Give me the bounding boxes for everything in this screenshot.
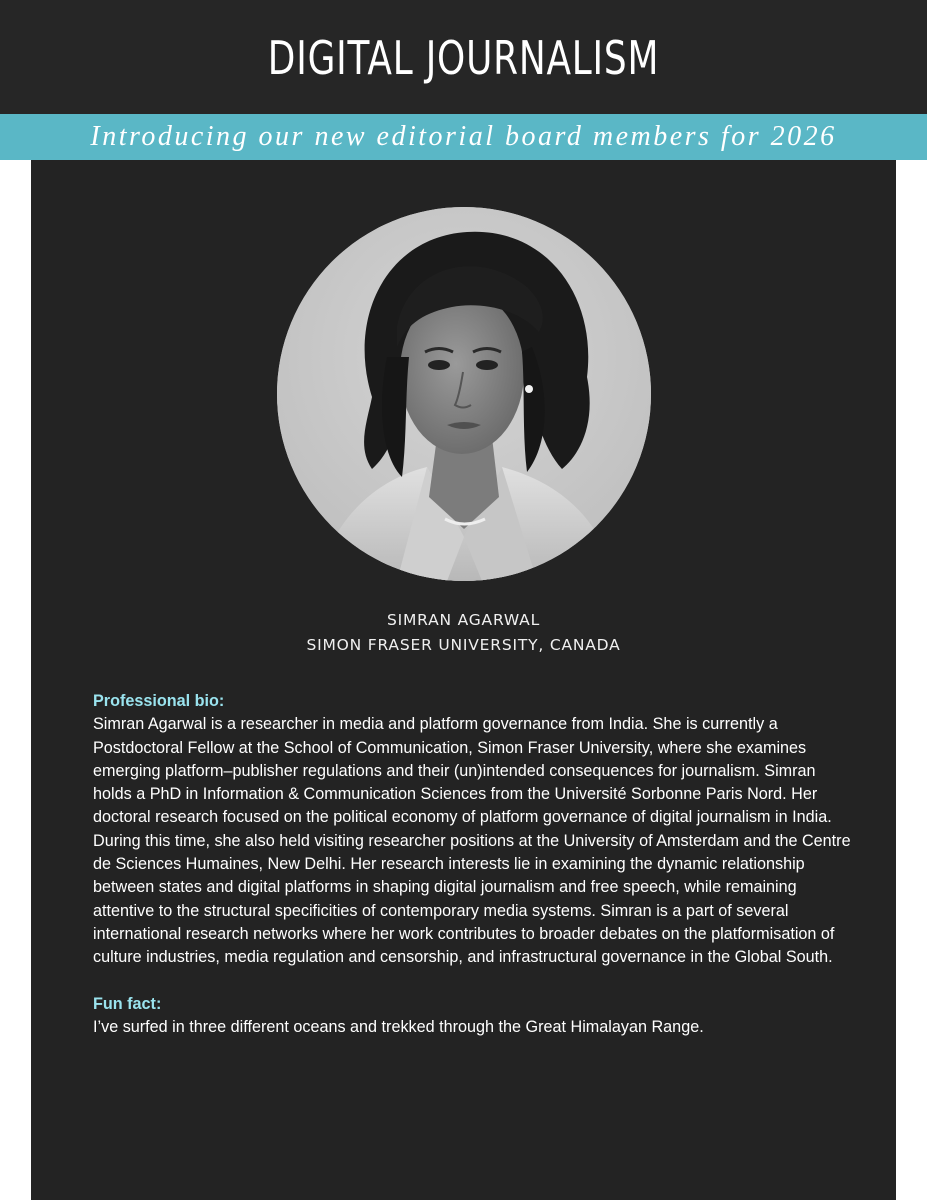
header-bar bbox=[0, 0, 927, 114]
portrait-photo-icon bbox=[277, 207, 651, 581]
member-affiliation: SIMON FRASER UNIVERSITY, CANADA bbox=[306, 636, 621, 654]
announcement-banner bbox=[0, 114, 927, 160]
bio-text: Simran Agarwal is a researcher in media and platform governance from India. She is currently a Postdoctoral Fellow at the School of Communication, Simon Fraser University, where she examines emerging platform–publisher regulations and their (un)intended consequences for journalism. Simran holds a PhD in Information & Communication Sciences from the Université Sorbonne Paris Nord. Her doctoral research focused on the political economy of platform governance of digital journalism in India. During this time, she also held visiting researcher positions at the University of Amsterdam and the Centre de Sciences Humaines, New Delhi. Her research interests lie in examining the dynamic relationship between states and digital platforms in shaping digital journalism and free speech, while remaining attentive to the structural specificities of contemporary media systems. Simran is a part of several international research networks where her work contributes to broader debates on the platformisation of culture industries, media regulation and censorship, and infrastructural governance in the Global South. bbox=[93, 715, 851, 967]
bio-section bbox=[93, 690, 853, 1039]
member-name: SIMRAN AGARWAL bbox=[386, 611, 541, 629]
section-spacer bbox=[93, 970, 853, 993]
member-identity bbox=[0, 608, 927, 658]
journal-title: DIGITAL JOURNALISM bbox=[267, 31, 660, 85]
member-portrait bbox=[277, 207, 651, 581]
bio-label: Professional bio: bbox=[93, 692, 225, 710]
banner-text: Introducing our new editorial board members for 2026 bbox=[90, 121, 837, 152]
fun-fact-text: I’ve surfed in three different oceans and trekked through the Great Himalayan Range. bbox=[93, 1017, 704, 1036]
fun-fact-label: Fun fact: bbox=[93, 994, 162, 1013]
